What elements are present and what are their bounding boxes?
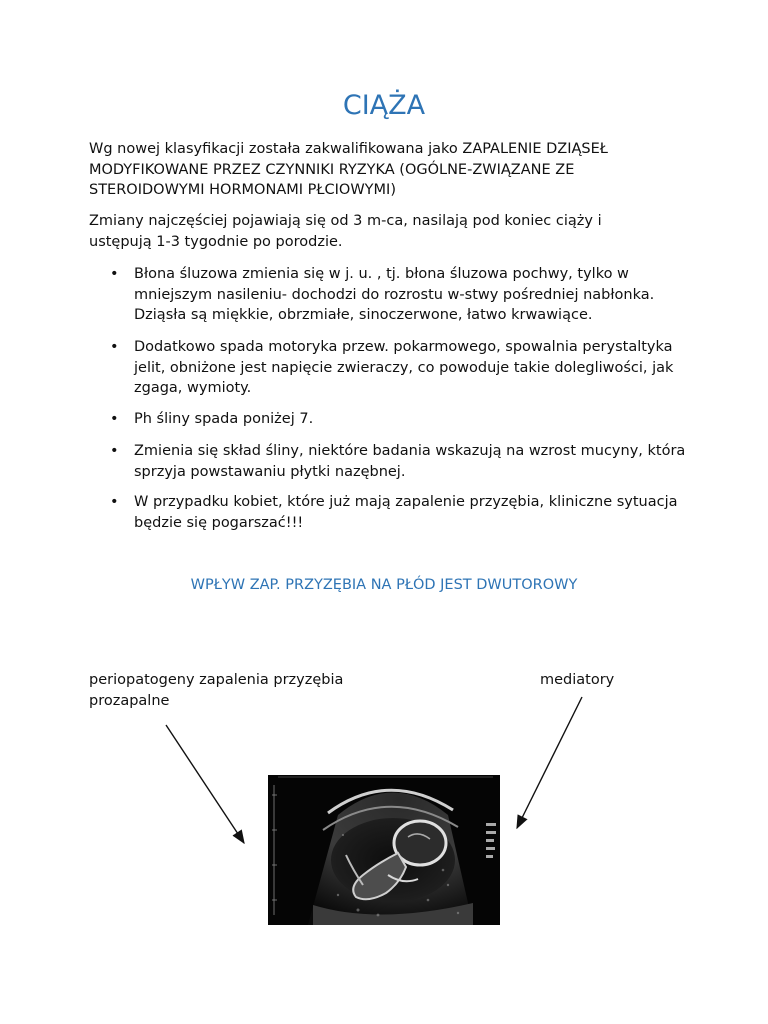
ultrasound-image <box>268 775 500 925</box>
list-item-text: W przypadku kobiet, które już mają zapalenie przyzębia, kliniczne sytuacja będzie się pogarszać!!! <box>134 494 678 531</box>
page-title: CIĄŻA <box>342 90 426 121</box>
bullet-icon: • <box>110 494 119 510</box>
list-item-text: Błona śluzowa zmienia się w j. u. , tj. błona śluzowa pochwy, tylko w mniejszym nasileniu- dochodzi do rozrostu w-stwy pośredniej nabłonka. Dziąsła są miękkie, obrzmiałe, sinoczerwone, łatwo krwawiące. <box>134 266 655 323</box>
bullet-icon: • <box>110 411 119 427</box>
bullet-icon: • <box>110 339 119 355</box>
list-item-text: Dodatkowo spada motoryka przew. pokarmowego, spowalnia perystaltyka jelit, obniżone jest napięcie zwieraczy, co powoduje takie dolegliwości, jak zgaga, wymioty. <box>134 339 674 396</box>
section-subheading: WPŁYW ZAP. PRZYZĘBIA NA PŁÓD JEST DWUTOROWY <box>190 577 578 593</box>
right-label: mediatory <box>540 672 615 688</box>
right-arrow <box>517 697 582 828</box>
left-arrow <box>166 725 244 843</box>
list-item-text: Zmienia się skład śliny, niektóre badania wskazują na wzrost mucyny, która sprzyja powstawaniu płytki nazębnej. <box>134 443 686 480</box>
timing-paragraph: Zmiany najczęściej pojawiają się od 3 m-ca, nasilają pod koniec ciąży i ustępują 1-3 tygodnie po porodzie. <box>89 213 602 250</box>
classification-paragraph: Wg nowej klasyfikacji została zakwalifikowana jako ZAPALENIE DZIĄSEŁ MODYFIKOWANE PRZEZ CZYNNIKI RYZYKA (OGÓLNE-ZWIĄZANE ZE STEROIDOWYMI HORMONAMI PŁCIOWYMI) <box>89 141 608 198</box>
list-item-text: Ph śliny spada poniżej 7. <box>134 411 314 427</box>
bullet-icon: • <box>110 443 119 459</box>
left-label: periopatogeny zapalenia przyzębia prozapalne <box>89 672 344 709</box>
bullet-icon: • <box>110 266 119 282</box>
